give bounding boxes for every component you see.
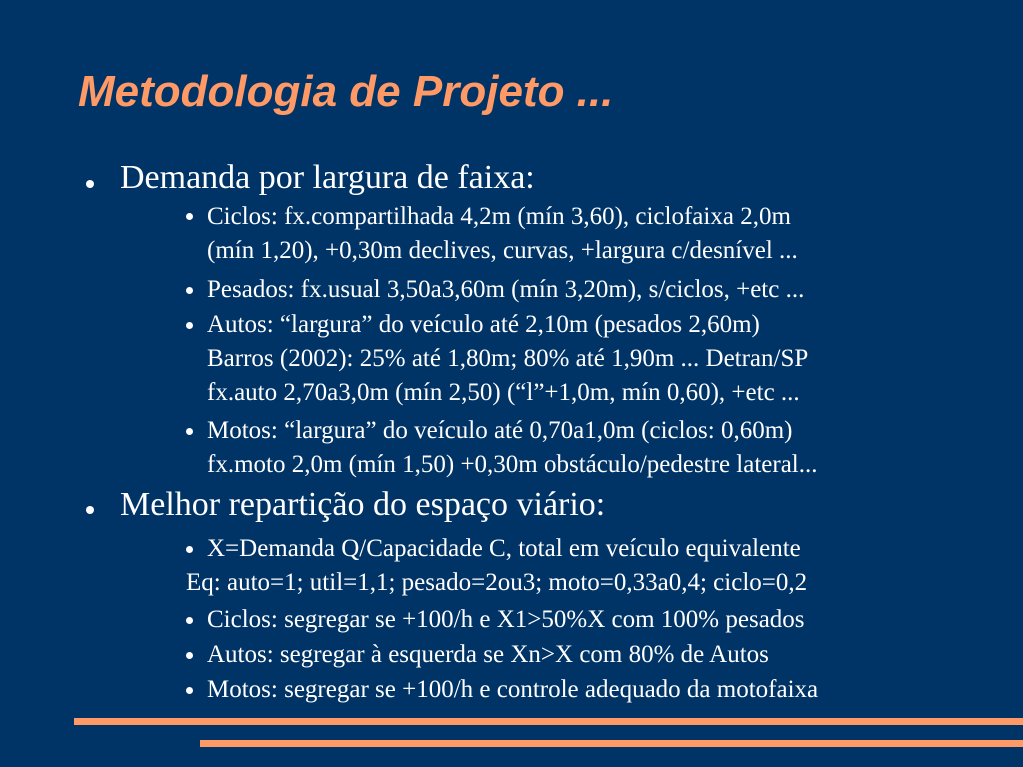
list-item-pesados: Pesados: fx.usual 3,50a3,60m (mín 3,20m), s/ciclos, +etc ... (207, 276, 805, 303)
decorative-rule-bottom (200, 740, 1023, 747)
list-item-autos-cont-2: fx.auto 2,70a3,0m (mín 2,50) (“l”+1,0m, mín 0,60), +etc ... (207, 379, 800, 406)
list-item-equivalentes: Eq: auto=1; util=1,1; pesado=2ou3; moto=0,33a0,4; ciclo=0,2 (186, 569, 808, 596)
list-item-segregar-ciclos: Ciclos: segregar se +100/h e X1>50%X com 100% pesados (207, 606, 805, 633)
bullet-icon (186, 428, 193, 435)
bullet-icon (86, 506, 94, 514)
bullet-icon (186, 617, 193, 624)
list-item-ciclos: Ciclos: fx.compartilhada 4,2m (mín 3,60), ciclofaixa 2,0m (207, 203, 791, 230)
list-item-demanda-capacidade: X=Demanda Q/Capacidade C, total em veículo equivalente (207, 535, 801, 562)
list-item-segregar-motos: Motos: segregar se +100/h e controle adequado da motofaixa (207, 676, 819, 703)
list-item-ciclos-cont: (mín 1,20), +0,30m declives, curvas, +largura c/desnível ... (207, 237, 798, 264)
bullet-icon (186, 287, 193, 294)
list-item-motos: Motos: “largura” do veículo até 0,70a1,0m (ciclos: 0,60m) (207, 417, 793, 444)
list-item-reparticao: Melhor repartição do espaço viário: (120, 486, 606, 523)
decorative-rule-top (74, 718, 1023, 725)
list-item-motos-cont: fx.moto 2,0m (mín 1,50) +0,30m obstáculo/pedestre lateral... (207, 451, 818, 478)
bullet-icon (186, 652, 193, 659)
bullet-icon (186, 687, 193, 694)
bullet-icon (186, 213, 193, 220)
bullet-icon (86, 180, 94, 188)
bullet-icon (186, 546, 193, 553)
list-item-autos: Autos: “largura” do veículo até 2,10m (pesados 2,60m) (207, 311, 760, 338)
list-item-demanda: Demanda por largura de faixa: (120, 159, 535, 196)
bullet-icon (186, 322, 193, 329)
slide-title: Metodologia de Projeto ... (78, 67, 614, 116)
list-item-segregar-autos: Autos: segregar à esquerda se Xn>X com 80% de Autos (207, 641, 769, 668)
list-item-autos-cont-1: Barros (2002): 25% até 1,80m; 80% até 1,90m ... Detran/SP (207, 345, 809, 372)
